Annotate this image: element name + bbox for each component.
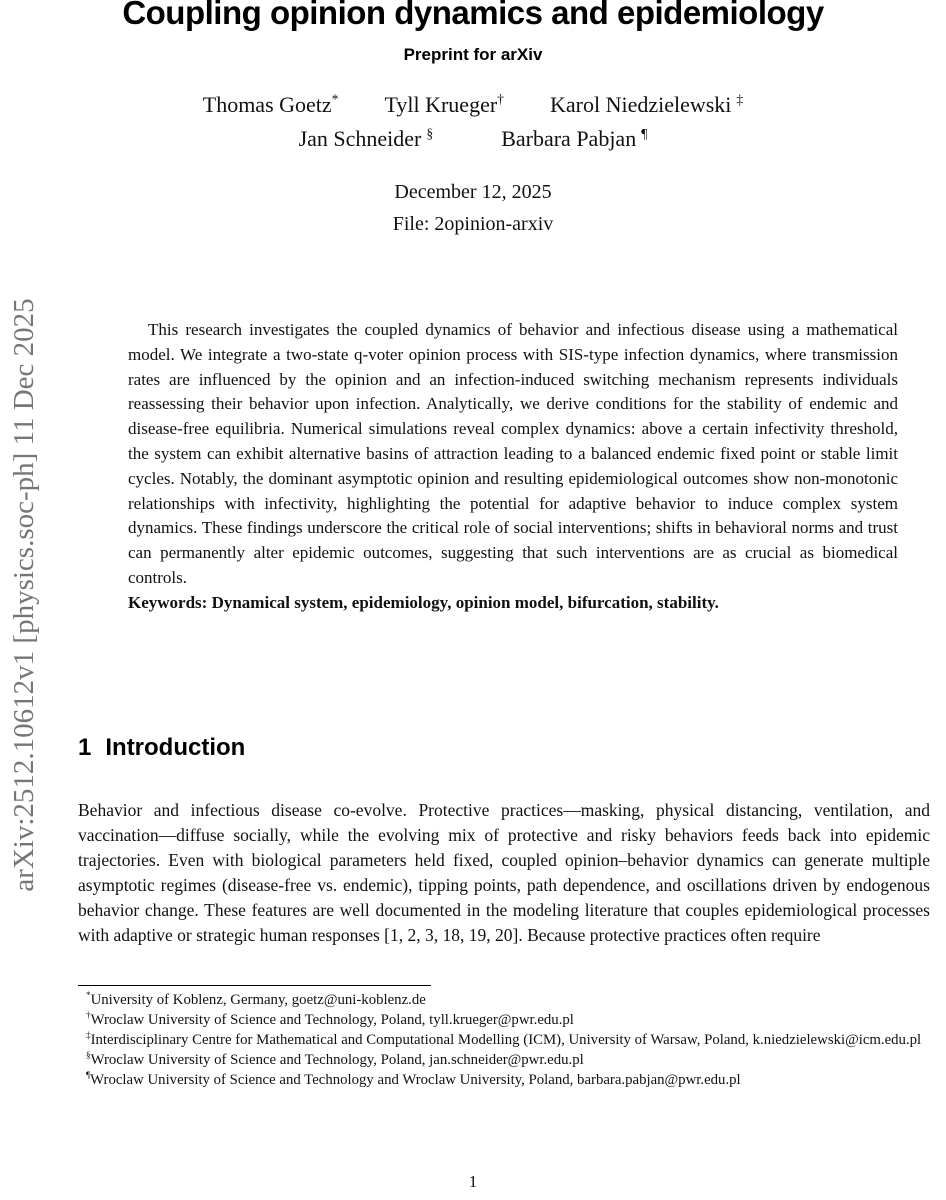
author bbox=[550, 88, 743, 122]
page-number: 1 bbox=[468, 1172, 478, 1191]
authors-row-2 bbox=[0, 122, 946, 156]
abstract bbox=[128, 318, 898, 616]
paper-title: Coupling opinion dynamics and epidemiology bbox=[122, 0, 824, 31]
author-marker: ‡ bbox=[736, 91, 744, 107]
footnote-affiliation bbox=[78, 1011, 930, 1031]
paper-date: December 12, 2025 bbox=[394, 181, 552, 203]
authors-row-1 bbox=[0, 88, 946, 122]
section-title: Introduction bbox=[105, 734, 246, 761]
author-marker: § bbox=[426, 125, 434, 141]
section-heading-introduction bbox=[78, 733, 245, 763]
footnote-marker: ‡ bbox=[86, 1029, 91, 1040]
footnote-text: Wroclaw University of Science and Technology, Poland, tyll.krueger@pwr.edu.pl bbox=[90, 1011, 574, 1028]
introduction-paragraph: Behavior and infectious disease co-evolve. Protective practices—masking, physical distancing, ventilation, and vaccination—diffuse socially, while the evolving mix of protective and risky behaviors feeds back into epidemic trajectories. Even with biological parameters held fixed, coupled opinion–behavior dynamics can generate multiple asymptotic regimes (disease-free vs. endemic), tipping points, path dependence, and oscillations driven by endogenous behavior change. These features are well documented in the modeling literature that couples epidemiological processes with adaptive or strategic human responses [1, 2, 3, 18, 19, 20]. Because protective practices often require bbox=[78, 800, 930, 945]
author-block bbox=[0, 88, 946, 156]
footnote-affiliation bbox=[78, 1071, 930, 1091]
author-name: Tyll Krueger bbox=[384, 92, 498, 117]
footnotes bbox=[78, 991, 930, 1091]
author-name: Karol Niedzielewski bbox=[549, 92, 732, 117]
author bbox=[501, 122, 647, 156]
author-name: Barbara Pabjan bbox=[501, 126, 637, 151]
footnote-text: Wroclaw University of Science and Technology, Poland, jan.schneider@pwr.edu.pl bbox=[90, 1051, 584, 1068]
footnote-marker: ¶ bbox=[86, 1069, 91, 1080]
footnote-rule bbox=[78, 985, 431, 986]
author-marker: * bbox=[331, 91, 339, 107]
paper-subtitle: Preprint for arXiv bbox=[403, 45, 543, 64]
footnote-marker: * bbox=[86, 990, 91, 1001]
footnote-text: Wroclaw University of Science and Technology and Wroclaw University, Poland, barbara.pabjan@pwr.edu.pl bbox=[90, 1071, 741, 1088]
author bbox=[384, 88, 504, 122]
section-number: 1 bbox=[78, 734, 92, 761]
abstract-text: This research investigates the coupled dynamics of behavior and infectious disease using a mathematical model. We integrate a two-state q-voter opinion process with SIS-type infection dynamics, where transmission rates are influenced by the opinion and an infection-induced switching mechanism represents individuals reassessing their behavior upon infection. Analytically, we derive conditions for the stability of endemic and disease-free equilibria. Numerical simulations reveal complex dynamics: above a certain infectivity threshold, the system can exhibit alternative basins of attraction leading to a balanced endemic fixed point or stable limit cycles. Notably, the dominant asymptotic opinion and resulting epidemiological outcomes show non-monotonic relationships with infectivity, highlighting the potential for adaptive behavior to induce complex system dynamics. These findings underscore the critical role of social interventions; shifts in behavioral norms and trust can permanently alter epidemic outcomes, suggesting that such interventions are as crucial as biomedical controls. bbox=[128, 320, 898, 587]
footnote-marker: § bbox=[86, 1049, 91, 1060]
footnote-affiliation bbox=[78, 991, 930, 1011]
footnote-affiliation bbox=[78, 1051, 930, 1071]
footnote-text: Interdisciplinary Centre for Mathematical and Computational Modelling (ICM), University of Warsaw, Poland, k.niedzielewski@icm.edu.pl bbox=[90, 1031, 922, 1048]
footnote-affiliation bbox=[78, 1031, 930, 1051]
footnote-text: University of Koblenz, Germany, goetz@uni-koblenz.de bbox=[90, 992, 426, 1008]
arxiv-watermark: arXiv:2512.10612v1 [physics.soc-ph] 11 Dec 2025 bbox=[8, 298, 40, 892]
footnote-marker: † bbox=[86, 1009, 91, 1020]
author-marker: † bbox=[497, 91, 504, 107]
author bbox=[203, 88, 339, 122]
author bbox=[299, 122, 434, 156]
keywords-line: Keywords: Dynamical system, epidemiology, opinion model, bifurcation, stability. bbox=[128, 592, 719, 612]
paper-file-line: File: 2opinion-arxiv bbox=[392, 213, 554, 235]
author-marker: ¶ bbox=[641, 125, 648, 141]
author-name: Jan Schneider bbox=[298, 126, 422, 151]
author-name: Thomas Goetz bbox=[202, 92, 332, 117]
